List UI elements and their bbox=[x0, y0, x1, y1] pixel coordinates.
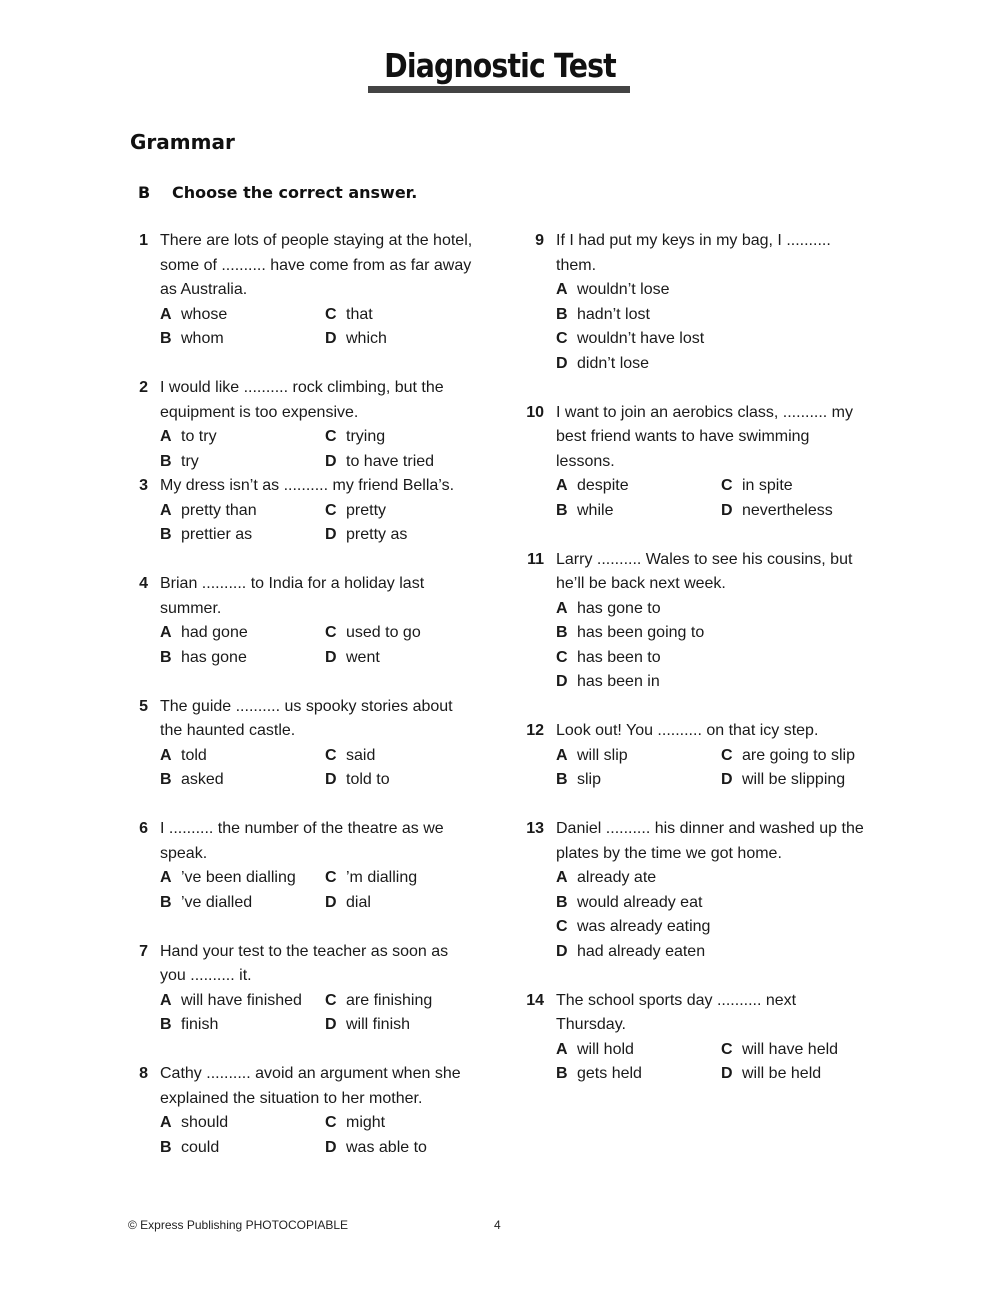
question-number: 5 bbox=[139, 697, 148, 715]
question bbox=[128, 229, 473, 352]
option-letter: A bbox=[556, 1040, 568, 1058]
option-letter: D bbox=[325, 771, 337, 788]
answer-option[interactable] bbox=[556, 474, 721, 499]
answer-option[interactable] bbox=[325, 891, 490, 916]
answer-option[interactable] bbox=[721, 474, 886, 499]
question-text: My dress isn’t as .......... my friend Bella’s. bbox=[160, 477, 455, 494]
option-text: used to go bbox=[346, 624, 421, 641]
option-text: whose bbox=[181, 305, 228, 323]
option-letter: D bbox=[325, 1138, 337, 1156]
question-number: 12 bbox=[526, 722, 544, 739]
answer-option[interactable] bbox=[325, 989, 490, 1014]
option-text: pretty than bbox=[181, 501, 257, 519]
answer-option[interactable] bbox=[556, 866, 886, 891]
answer-option[interactable] bbox=[556, 891, 886, 916]
option-letter: A bbox=[556, 477, 568, 494]
option-letter: A bbox=[160, 746, 172, 764]
option-letter: C bbox=[721, 746, 733, 764]
answer-option[interactable] bbox=[556, 940, 886, 965]
option-text: ’ve been dialling bbox=[181, 869, 296, 886]
answer-option[interactable] bbox=[556, 597, 886, 622]
option-letter: A bbox=[556, 746, 568, 764]
option-letter: A bbox=[160, 428, 172, 445]
question-text: The guide .......... us spooky stories about the haunted castle. bbox=[160, 697, 453, 739]
option-text: was able to bbox=[346, 1138, 427, 1156]
answer-option[interactable] bbox=[160, 744, 325, 769]
option-letter: C bbox=[325, 1114, 337, 1131]
option-text: wouldn’t have lost bbox=[577, 330, 705, 347]
answer-option[interactable] bbox=[721, 768, 886, 793]
question-text: Look out! You .......... on that icy step. bbox=[556, 722, 819, 739]
option-text: had gone bbox=[181, 624, 248, 641]
question-number: 8 bbox=[139, 1065, 148, 1082]
page-number: 4 bbox=[494, 1218, 501, 1232]
question-text: Cathy .......... avoid an argument when she explained the situation to her mother. bbox=[160, 1065, 461, 1107]
answer-option[interactable] bbox=[556, 278, 886, 303]
option-text: will be slipping bbox=[742, 771, 846, 788]
question bbox=[520, 989, 860, 1087]
option-text: already ate bbox=[577, 869, 657, 886]
option-text: has gone to bbox=[577, 599, 661, 617]
answer-option[interactable] bbox=[160, 646, 325, 671]
question-number: 6 bbox=[139, 820, 148, 837]
answer-option[interactable] bbox=[325, 866, 490, 891]
answer-option[interactable] bbox=[160, 425, 325, 450]
question-text: I .......... the number of the theatre as we speak. bbox=[160, 820, 444, 862]
option-letter: B bbox=[160, 648, 172, 666]
option-letter: B bbox=[160, 893, 172, 911]
option-letter: C bbox=[325, 428, 337, 445]
answer-option[interactable] bbox=[325, 450, 490, 475]
option-text: asked bbox=[181, 771, 224, 788]
option-letter: C bbox=[325, 869, 337, 886]
answer-option[interactable] bbox=[325, 646, 490, 671]
question-number: 10 bbox=[526, 403, 544, 421]
question bbox=[520, 719, 860, 793]
question-text: I want to join an aerobics class, .......... my best friend wants to have swimming lessons. bbox=[556, 403, 854, 470]
option-letter: B bbox=[160, 330, 172, 347]
option-letter: D bbox=[556, 354, 568, 372]
answer-option[interactable] bbox=[556, 327, 886, 352]
answer-option[interactable] bbox=[160, 989, 325, 1014]
option-text: are finishing bbox=[346, 991, 433, 1009]
option-text: didn’t lose bbox=[577, 354, 650, 372]
option-letter: A bbox=[160, 869, 172, 886]
option-letter: A bbox=[160, 501, 172, 519]
answer-option[interactable] bbox=[160, 866, 325, 891]
answer-option[interactable] bbox=[325, 744, 490, 769]
option-text: has been in bbox=[577, 673, 660, 690]
answer-option[interactable] bbox=[556, 646, 886, 671]
option-letter: D bbox=[325, 452, 337, 470]
option-text: prettier as bbox=[181, 526, 253, 543]
option-letter: A bbox=[160, 624, 172, 641]
answer-option[interactable] bbox=[325, 1111, 490, 1136]
option-text: gets held bbox=[577, 1065, 642, 1082]
option-text: will have held bbox=[742, 1040, 839, 1058]
option-text: will hold bbox=[577, 1040, 634, 1058]
answer-option[interactable] bbox=[325, 303, 490, 328]
option-letter: D bbox=[721, 501, 733, 519]
option-text: nevertheless bbox=[742, 501, 833, 519]
option-letter: B bbox=[160, 771, 172, 788]
option-letter: C bbox=[721, 1040, 733, 1058]
question-text: There are lots of people staying at the hotel, some of .......... have come from as far away as Australia. bbox=[160, 232, 473, 298]
question-text: The school sports day .......... next Thursday. bbox=[556, 991, 797, 1033]
question bbox=[520, 548, 860, 695]
option-letter: B bbox=[556, 771, 568, 788]
question-text: Brian .......... to India for a holiday last summer. bbox=[160, 575, 425, 617]
answer-option[interactable] bbox=[721, 499, 886, 524]
option-letter: B bbox=[160, 1016, 172, 1033]
option-letter: C bbox=[325, 746, 337, 764]
option-text: had already eaten bbox=[577, 942, 706, 960]
question bbox=[128, 572, 468, 670]
answer-option[interactable] bbox=[556, 670, 886, 695]
question-number: 14 bbox=[526, 991, 544, 1009]
answer-option[interactable] bbox=[325, 523, 490, 548]
option-text: has gone bbox=[181, 648, 247, 666]
option-text: to try bbox=[181, 428, 217, 445]
option-text: ’ve dialled bbox=[181, 893, 253, 911]
question-number: 4 bbox=[139, 575, 148, 592]
option-text: should bbox=[181, 1114, 229, 1131]
answer-option[interactable] bbox=[556, 352, 886, 377]
option-text: hadn’t lost bbox=[577, 305, 650, 323]
option-text: has been going to bbox=[577, 624, 705, 641]
question-number: 11 bbox=[527, 550, 544, 568]
left-column bbox=[128, 229, 473, 1185]
question bbox=[128, 817, 468, 915]
option-letter: A bbox=[556, 599, 568, 617]
option-letter: D bbox=[325, 648, 337, 666]
answer-option[interactable] bbox=[160, 499, 325, 524]
option-text: said bbox=[346, 746, 376, 764]
option-letter: C bbox=[721, 477, 733, 494]
option-text: despite bbox=[577, 477, 629, 494]
option-letter: B bbox=[160, 526, 172, 543]
option-letter: D bbox=[325, 330, 337, 347]
option-letter: B bbox=[556, 1065, 568, 1082]
option-text: will have finished bbox=[181, 991, 302, 1009]
question bbox=[128, 474, 468, 548]
question bbox=[128, 376, 468, 474]
answer-option[interactable] bbox=[160, 327, 325, 352]
instruction bbox=[138, 183, 417, 202]
right-column bbox=[520, 229, 864, 1111]
option-letter: A bbox=[160, 991, 172, 1009]
option-text: has been to bbox=[577, 648, 661, 666]
answer-option[interactable] bbox=[325, 327, 490, 352]
question bbox=[520, 229, 860, 376]
option-letter: D bbox=[325, 526, 337, 543]
option-letter: A bbox=[160, 1114, 172, 1131]
option-text: are going to slip bbox=[742, 746, 855, 764]
question-number: 7 bbox=[139, 942, 148, 960]
answer-option[interactable] bbox=[325, 425, 490, 450]
option-text: dial bbox=[346, 893, 371, 911]
option-letter: A bbox=[556, 281, 568, 298]
option-text: told bbox=[181, 746, 207, 764]
option-text: in spite bbox=[742, 477, 793, 494]
question-text: If I had put my keys in my bag, I .......... them. bbox=[556, 232, 831, 274]
question-number: 9 bbox=[535, 232, 544, 249]
option-letter: D bbox=[556, 942, 568, 960]
answer-option[interactable] bbox=[160, 891, 325, 916]
answer-option[interactable] bbox=[556, 303, 886, 328]
option-letter: C bbox=[556, 648, 568, 666]
answer-option[interactable] bbox=[160, 523, 325, 548]
question-number: 2 bbox=[139, 379, 148, 396]
answer-option[interactable] bbox=[556, 915, 886, 940]
question bbox=[128, 940, 468, 1038]
option-text: will finish bbox=[346, 1016, 411, 1033]
answer-option[interactable] bbox=[556, 1062, 721, 1087]
option-text: went bbox=[346, 648, 380, 666]
option-letter: D bbox=[556, 673, 568, 690]
option-letter: B bbox=[556, 305, 568, 323]
question-text: Larry .......... Wales to see his cousins, but he’ll be back next week. bbox=[556, 550, 853, 592]
answer-option[interactable] bbox=[160, 1136, 325, 1161]
option-letter: A bbox=[556, 869, 568, 886]
answer-option[interactable] bbox=[556, 768, 721, 793]
option-letter: D bbox=[721, 771, 733, 788]
option-letter: D bbox=[325, 893, 337, 911]
option-text: pretty as bbox=[346, 526, 408, 543]
option-letter: B bbox=[160, 452, 172, 470]
question bbox=[128, 1062, 468, 1160]
option-text: wouldn’t lose bbox=[577, 281, 670, 298]
answer-option[interactable] bbox=[556, 1038, 721, 1063]
option-text: finish bbox=[181, 1016, 219, 1033]
option-letter: C bbox=[556, 330, 568, 347]
answer-option[interactable] bbox=[721, 1038, 886, 1063]
answer-option[interactable] bbox=[160, 1013, 325, 1038]
option-text: while bbox=[577, 501, 614, 519]
question-number: 1 bbox=[139, 232, 148, 249]
option-text: was already eating bbox=[577, 918, 711, 935]
option-letter: C bbox=[325, 305, 337, 323]
option-text: will slip bbox=[577, 746, 628, 764]
option-text: slip bbox=[577, 771, 602, 788]
option-text: ’m dialling bbox=[346, 869, 418, 886]
option-text: to have tried bbox=[346, 452, 435, 470]
option-text: would already eat bbox=[577, 893, 703, 911]
option-letter: B bbox=[556, 501, 568, 519]
answer-option[interactable] bbox=[160, 621, 325, 646]
option-letter: C bbox=[325, 991, 337, 1009]
question-text: I would like .......... rock climbing, but the equipment is too expensive. bbox=[160, 379, 444, 421]
option-letter: C bbox=[325, 624, 337, 641]
option-letter: D bbox=[721, 1065, 733, 1082]
option-letter: A bbox=[160, 305, 172, 323]
question bbox=[128, 695, 468, 793]
option-letter: B bbox=[556, 893, 568, 911]
answer-option[interactable] bbox=[325, 499, 490, 524]
answer-option[interactable] bbox=[721, 1062, 886, 1087]
answer-option[interactable] bbox=[325, 621, 490, 646]
answer-option[interactable] bbox=[160, 1111, 325, 1136]
option-text: whom bbox=[181, 330, 224, 347]
instruction-letter: B bbox=[138, 183, 151, 202]
option-text: might bbox=[346, 1114, 386, 1131]
question bbox=[520, 817, 864, 964]
option-letter: B bbox=[556, 624, 568, 641]
option-letter: C bbox=[325, 501, 337, 519]
option-text: could bbox=[181, 1138, 220, 1156]
footer-copyright: © Express Publishing PHOTOCOPIABLE bbox=[128, 1218, 349, 1232]
answer-option[interactable] bbox=[556, 744, 721, 769]
answer-option[interactable] bbox=[721, 744, 886, 769]
section-heading: Grammar bbox=[130, 130, 235, 154]
answer-option[interactable] bbox=[160, 303, 325, 328]
instruction-text: Choose the correct answer. bbox=[172, 183, 418, 202]
question-text: Hand your test to the teacher as soon as you .......... it. bbox=[160, 942, 449, 984]
option-text: told to bbox=[346, 771, 390, 788]
question bbox=[520, 401, 860, 524]
option-letter: C bbox=[556, 918, 568, 935]
answer-option[interactable] bbox=[556, 621, 886, 646]
page-title: Diagnostic Test bbox=[384, 46, 616, 85]
option-text: trying bbox=[346, 428, 386, 445]
answer-option[interactable] bbox=[325, 768, 490, 793]
option-text: try bbox=[181, 452, 199, 470]
answer-option[interactable] bbox=[160, 450, 325, 475]
question-number: 13 bbox=[526, 820, 544, 837]
option-text: that bbox=[346, 305, 373, 323]
question-text: Daniel .......... his dinner and washed up the plates by the time we got home. bbox=[556, 820, 864, 862]
option-text: pretty bbox=[346, 501, 387, 519]
title-underline bbox=[368, 86, 630, 93]
answer-option[interactable] bbox=[325, 1136, 490, 1161]
answer-option[interactable] bbox=[160, 768, 325, 793]
answer-option[interactable] bbox=[325, 1013, 490, 1038]
option-letter: B bbox=[160, 1138, 172, 1156]
question-number: 3 bbox=[139, 477, 148, 494]
option-text: will be held bbox=[742, 1065, 822, 1082]
option-letter: D bbox=[325, 1016, 337, 1033]
answer-option[interactable] bbox=[556, 499, 721, 524]
option-text: which bbox=[346, 330, 387, 347]
